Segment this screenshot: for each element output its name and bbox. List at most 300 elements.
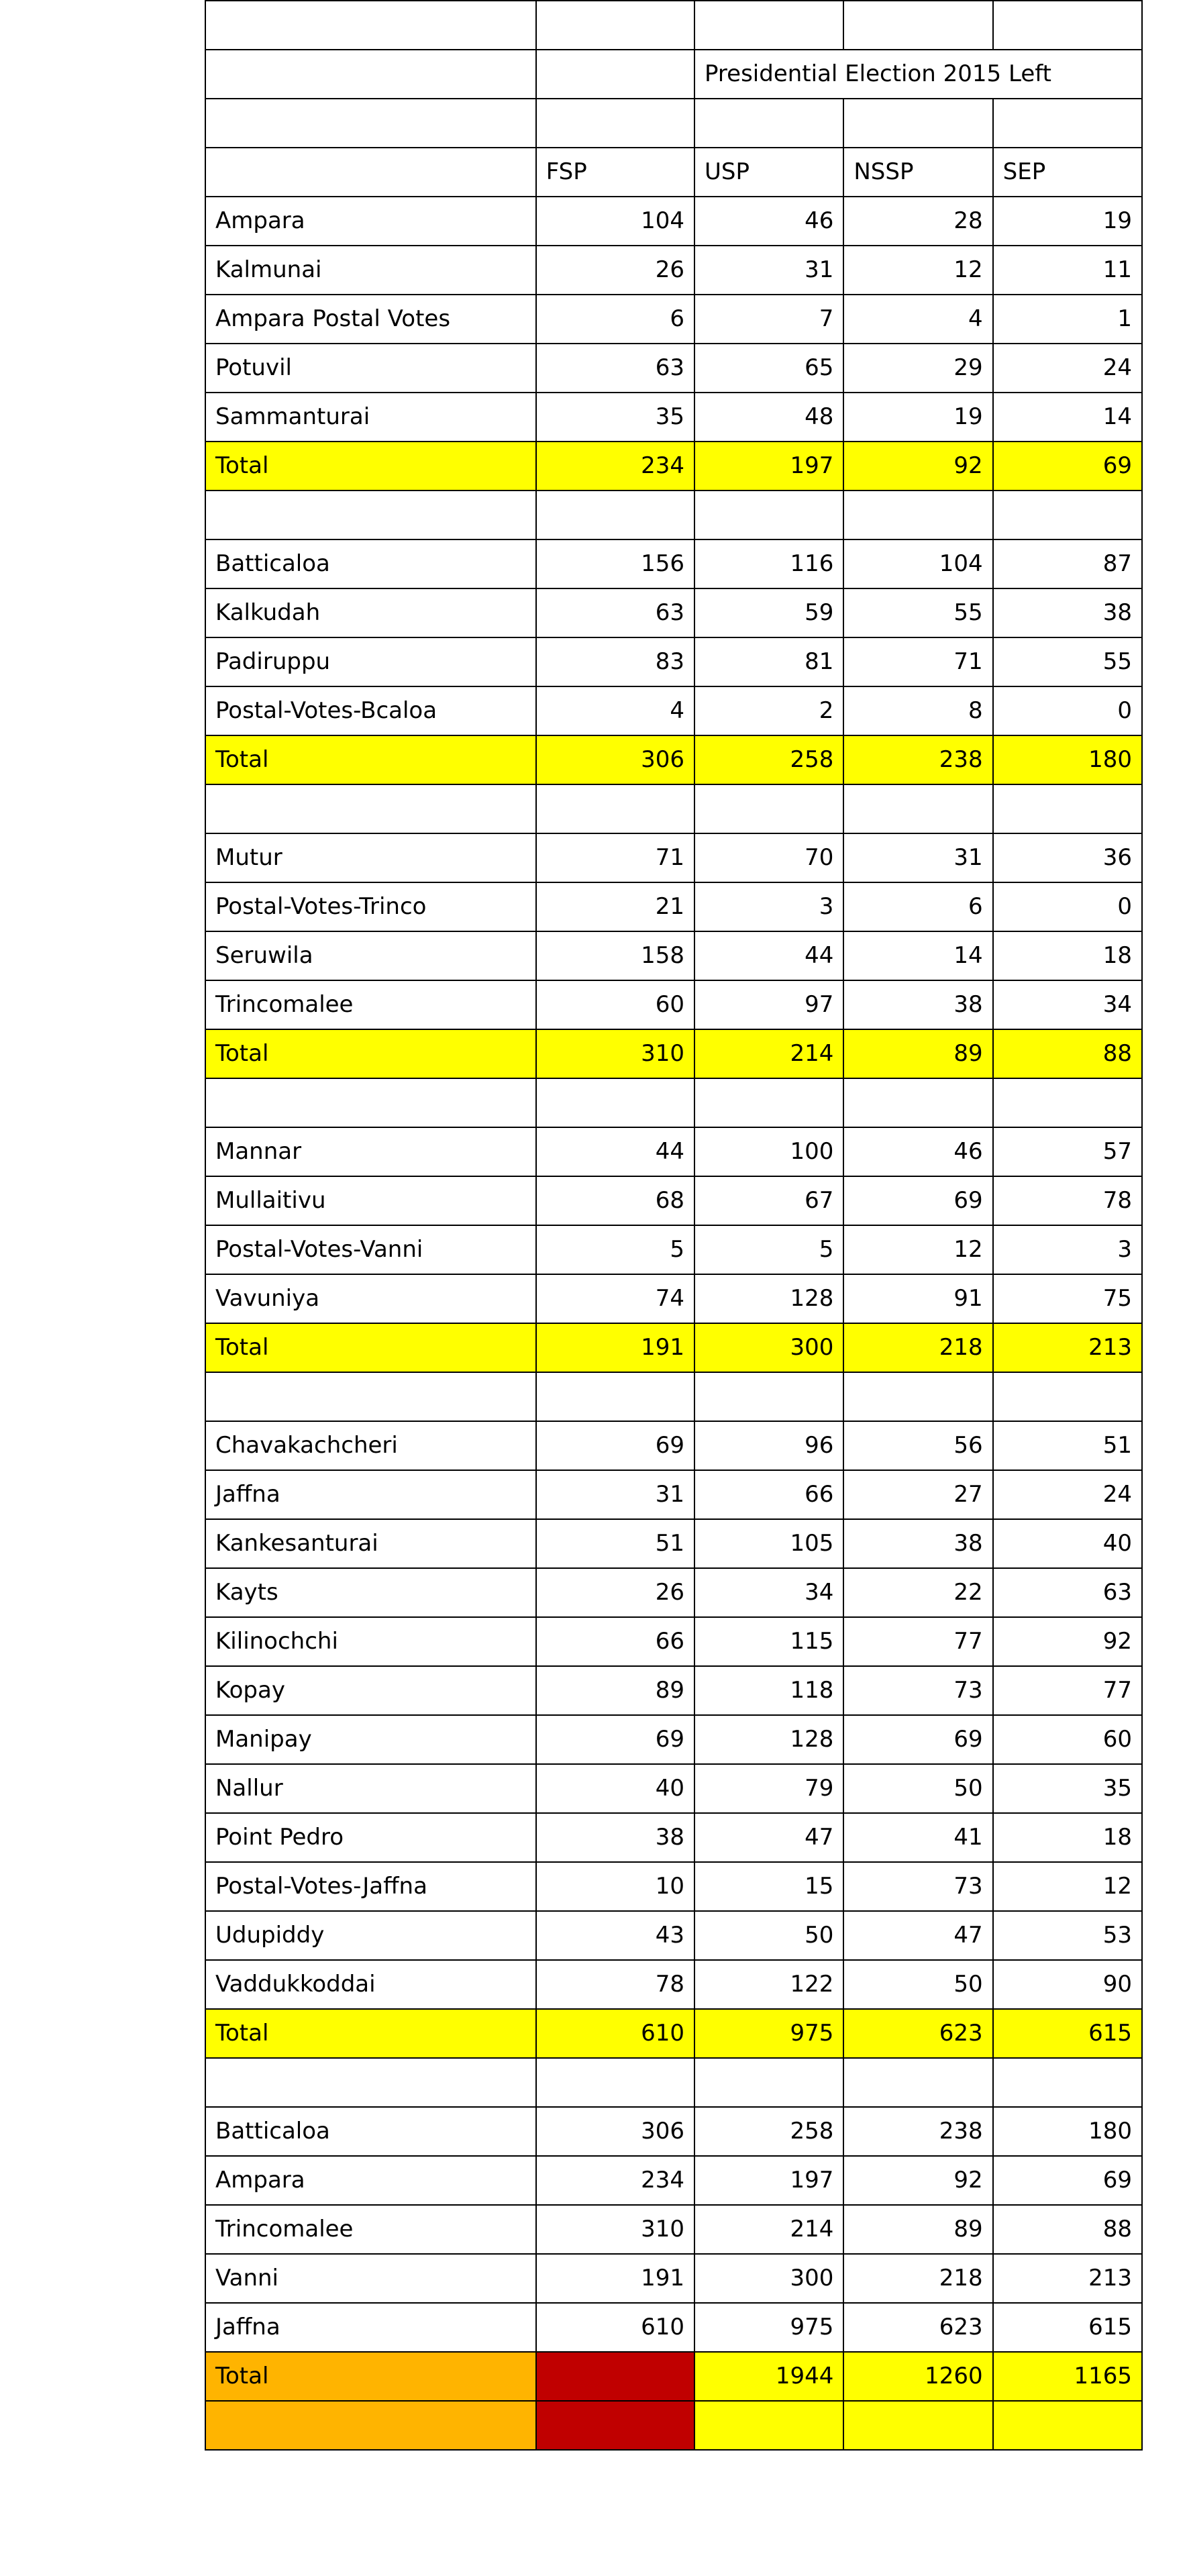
cell-sep: 12 (993, 1862, 1142, 1911)
cell-nssp: 38 (843, 1519, 992, 1568)
blank-cell (694, 784, 843, 833)
fill-cell-label (205, 2401, 536, 2450)
cell-nssp: 12 (843, 246, 992, 295)
total-fsp: 310 (536, 1029, 694, 1078)
total-fsp: 234 (536, 442, 694, 491)
cell-sep: 75 (993, 1274, 1142, 1323)
blank-cell (843, 2058, 992, 2107)
table-row (205, 1813, 1142, 1862)
cell-nssp: 14 (843, 931, 992, 980)
cell-sep: 92 (993, 1617, 1142, 1666)
grand-total-sep: 1165 (993, 2352, 1142, 2401)
cell-usp: 46 (694, 197, 843, 246)
row-label: Trincomalee (205, 2205, 536, 2254)
blank-cell (536, 2058, 694, 2107)
blank-cell (993, 491, 1142, 539)
cell-nssp: 77 (843, 1617, 992, 1666)
table-row (205, 539, 1142, 588)
grand-total-nssp: 1260 (843, 2352, 992, 2401)
cell-usp: 65 (694, 344, 843, 393)
column-header-row (205, 148, 1142, 197)
cell-sep: 11 (993, 246, 1142, 295)
table-row (205, 1470, 1142, 1519)
cell-nssp: 69 (843, 1176, 992, 1225)
row-label: Point Pedro (205, 1813, 536, 1862)
cell-fsp: 35 (536, 393, 694, 442)
row-label: Mannar (205, 1127, 536, 1176)
cell-sep: 51 (993, 1421, 1142, 1470)
cell-usp: 34 (694, 1568, 843, 1617)
fill-cell-nssp (843, 2401, 992, 2450)
cell-fsp: 63 (536, 588, 694, 637)
cell-nssp: 12 (843, 1225, 992, 1274)
cell-usp: 67 (694, 1176, 843, 1225)
column-header-fsp: FSP (536, 148, 694, 197)
row-label: Batticaloa (205, 539, 536, 588)
cell-fsp: 38 (536, 1813, 694, 1862)
cell-usp: 5 (694, 1225, 843, 1274)
cell-sep: 615 (993, 2303, 1142, 2352)
total-sep: 180 (993, 735, 1142, 784)
cell-usp: 47 (694, 1813, 843, 1862)
table-row (205, 931, 1142, 980)
cell-fsp: 5 (536, 1225, 694, 1274)
total-fsp: 191 (536, 1323, 694, 1372)
cell-sep: 34 (993, 980, 1142, 1029)
blank-cell (993, 1078, 1142, 1127)
table-row (205, 1862, 1142, 1911)
total-usp: 300 (694, 1323, 843, 1372)
cell-fsp: 69 (536, 1715, 694, 1764)
cell-sep: 24 (993, 1470, 1142, 1519)
cell-sep: 69 (993, 2156, 1142, 2205)
cell-nssp: 104 (843, 539, 992, 588)
column-header-name (205, 148, 536, 197)
cell-sep: 35 (993, 1764, 1142, 1813)
cell-fsp: 104 (536, 197, 694, 246)
cell-usp: 96 (694, 1421, 843, 1470)
fill-cell-fsp (536, 2401, 694, 2450)
blank-cell (536, 784, 694, 833)
table-row (205, 1421, 1142, 1470)
row-label: Postal-Votes-Vanni (205, 1225, 536, 1274)
table-row (205, 2205, 1142, 2254)
cell-usp: 48 (694, 393, 843, 442)
cell-usp: 128 (694, 1274, 843, 1323)
total-usp: 214 (694, 1029, 843, 1078)
total-label: Total (205, 735, 536, 784)
total-nssp: 218 (843, 1323, 992, 1372)
table-row (205, 2107, 1142, 2156)
cell-fsp: 158 (536, 931, 694, 980)
total-sep: 615 (993, 2009, 1142, 2058)
blank-cell (694, 1078, 843, 1127)
table-row (205, 588, 1142, 637)
cell-fsp: 610 (536, 2303, 694, 2352)
row-label: Kayts (205, 1568, 536, 1617)
table-row (205, 637, 1142, 686)
blank-cell (694, 1, 843, 50)
cell-usp: 97 (694, 980, 843, 1029)
cell-nssp: 89 (843, 2205, 992, 2254)
total-row (205, 1323, 1142, 1372)
blank-cell (993, 1372, 1142, 1421)
cell-usp: 81 (694, 637, 843, 686)
blank-cell (843, 99, 992, 148)
blank-cell (993, 2058, 1142, 2107)
cell-fsp: 71 (536, 833, 694, 882)
table-row (205, 1519, 1142, 1568)
cell-nssp: 91 (843, 1274, 992, 1323)
blank-cell (536, 491, 694, 539)
cell-nssp: 73 (843, 1862, 992, 1911)
table-row (205, 344, 1142, 393)
cell-sep: 14 (993, 393, 1142, 442)
row-label: Udupiddy (205, 1911, 536, 1960)
cell-fsp: 156 (536, 539, 694, 588)
cell-usp: 300 (694, 2254, 843, 2303)
cell-sep: 57 (993, 1127, 1142, 1176)
total-row (205, 442, 1142, 491)
cell-nssp: 22 (843, 1568, 992, 1617)
blank-row (205, 1, 1142, 50)
cell-sep: 55 (993, 637, 1142, 686)
row-label: Sammanturai (205, 393, 536, 442)
row-label: Mullaitivu (205, 1176, 536, 1225)
total-label: Total (205, 442, 536, 491)
total-row (205, 2009, 1142, 2058)
cell-nssp: 19 (843, 393, 992, 442)
cell-sep: 19 (993, 197, 1142, 246)
title-row (205, 50, 1142, 99)
cell-fsp: 69 (536, 1421, 694, 1470)
table-row (205, 246, 1142, 295)
cell-usp: 258 (694, 2107, 843, 2156)
cell-nssp: 41 (843, 1813, 992, 1862)
row-label: Vaddukkoddai (205, 1960, 536, 2009)
blank-cell (843, 784, 992, 833)
cell-fsp: 83 (536, 637, 694, 686)
total-usp: 258 (694, 735, 843, 784)
table-row (205, 295, 1142, 344)
table-row (205, 1617, 1142, 1666)
cell-sep: 213 (993, 2254, 1142, 2303)
cell-usp: 3 (694, 882, 843, 931)
blank-cell (843, 1372, 992, 1421)
cell-usp: 115 (694, 1617, 843, 1666)
cell-usp: 214 (694, 2205, 843, 2254)
cell-fsp: 4 (536, 686, 694, 735)
total-nssp: 623 (843, 2009, 992, 2058)
cell-nssp: 71 (843, 637, 992, 686)
blank-cell (536, 1078, 694, 1127)
cell-fsp: 234 (536, 2156, 694, 2205)
blank-cell (843, 1, 992, 50)
blank-cell (993, 1, 1142, 50)
blank-row (205, 491, 1142, 539)
cell-fsp: 74 (536, 1274, 694, 1323)
row-label: Ampara (205, 197, 536, 246)
column-header-sep: SEP (993, 148, 1142, 197)
row-label: Nallur (205, 1764, 536, 1813)
grand-total-label: Total (205, 2352, 536, 2401)
cell-usp: 118 (694, 1666, 843, 1715)
total-row (205, 735, 1142, 784)
cell-nssp: 38 (843, 980, 992, 1029)
cell-nssp: 56 (843, 1421, 992, 1470)
cell-fsp: 78 (536, 1960, 694, 2009)
blank-cell (205, 1372, 536, 1421)
column-header-nssp: NSSP (843, 148, 992, 197)
cell-fsp: 306 (536, 2107, 694, 2156)
cell-fsp: 63 (536, 344, 694, 393)
cell-nssp: 28 (843, 197, 992, 246)
total-fsp: 610 (536, 2009, 694, 2058)
row-label: Ampara (205, 2156, 536, 2205)
grand-total-fill-row (205, 2401, 1142, 2450)
blank-row (205, 99, 1142, 148)
cell-fsp: 89 (536, 1666, 694, 1715)
table-row (205, 393, 1142, 442)
table-row (205, 1568, 1142, 1617)
row-label: Postal-Votes-Jaffna (205, 1862, 536, 1911)
table-row (205, 2156, 1142, 2205)
total-sep: 69 (993, 442, 1142, 491)
blank-cell (694, 1372, 843, 1421)
blank-cell (536, 50, 694, 99)
blank-cell (205, 99, 536, 148)
cell-nssp: 623 (843, 2303, 992, 2352)
cell-fsp: 191 (536, 2254, 694, 2303)
blank-cell (843, 491, 992, 539)
cell-sep: 1 (993, 295, 1142, 344)
blank-cell (694, 99, 843, 148)
table-row (205, 1666, 1142, 1715)
grand-total-fsp: 1651 (536, 2352, 694, 2401)
cell-usp: 79 (694, 1764, 843, 1813)
cell-usp: 59 (694, 588, 843, 637)
table-row (205, 2254, 1142, 2303)
row-label: Trincomalee (205, 980, 536, 1029)
cell-usp: 197 (694, 2156, 843, 2205)
total-nssp: 238 (843, 735, 992, 784)
row-label: Postal-Votes-Trinco (205, 882, 536, 931)
cell-nssp: 31 (843, 833, 992, 882)
cell-usp: 100 (694, 1127, 843, 1176)
cell-nssp: 73 (843, 1666, 992, 1715)
total-fsp: 306 (536, 735, 694, 784)
cell-nssp: 238 (843, 2107, 992, 2156)
row-label: Kopay (205, 1666, 536, 1715)
blank-cell (205, 1078, 536, 1127)
blank-row (205, 2058, 1142, 2107)
cell-fsp: 68 (536, 1176, 694, 1225)
cell-usp: 66 (694, 1470, 843, 1519)
table-row (205, 1127, 1142, 1176)
cell-sep: 38 (993, 588, 1142, 637)
row-label: Seruwila (205, 931, 536, 980)
cell-fsp: 10 (536, 1862, 694, 1911)
cell-fsp: 26 (536, 246, 694, 295)
election-results-table (205, 0, 1143, 2451)
blank-row (205, 1372, 1142, 1421)
cell-usp: 2 (694, 686, 843, 735)
row-label: Batticaloa (205, 2107, 536, 2156)
blank-cell (694, 2058, 843, 2107)
cell-usp: 975 (694, 2303, 843, 2352)
cell-nssp: 50 (843, 1960, 992, 2009)
total-row (205, 1029, 1142, 1078)
cell-sep: 18 (993, 931, 1142, 980)
blank-cell (205, 491, 536, 539)
cell-sep: 88 (993, 2205, 1142, 2254)
blank-cell (993, 99, 1142, 148)
cell-sep: 78 (993, 1176, 1142, 1225)
document-title: Presidential Election 2015 Left (694, 50, 1142, 99)
cell-nssp: 8 (843, 686, 992, 735)
cell-usp: 50 (694, 1911, 843, 1960)
grand-total-row (205, 2352, 1142, 2401)
row-label: Kalmunai (205, 246, 536, 295)
blank-row (205, 784, 1142, 833)
row-label: Chavakachcheri (205, 1421, 536, 1470)
cell-sep: 63 (993, 1568, 1142, 1617)
total-usp: 197 (694, 442, 843, 491)
cell-usp: 116 (694, 539, 843, 588)
cell-nssp: 6 (843, 882, 992, 931)
total-sep: 213 (993, 1323, 1142, 1372)
cell-nssp: 47 (843, 1911, 992, 1960)
spreadsheet-sheet (205, 0, 1144, 2451)
cell-fsp: 31 (536, 1470, 694, 1519)
cell-sep: 3 (993, 1225, 1142, 1274)
cell-nssp: 218 (843, 2254, 992, 2303)
cell-usp: 70 (694, 833, 843, 882)
fill-cell-usp (694, 2401, 843, 2450)
cell-sep: 87 (993, 539, 1142, 588)
cell-usp: 15 (694, 1862, 843, 1911)
cell-fsp: 21 (536, 882, 694, 931)
cell-sep: 60 (993, 1715, 1142, 1764)
cell-nssp: 69 (843, 1715, 992, 1764)
cell-sep: 24 (993, 344, 1142, 393)
cell-usp: 105 (694, 1519, 843, 1568)
cell-sep: 180 (993, 2107, 1142, 2156)
blank-cell (205, 784, 536, 833)
total-sep: 88 (993, 1029, 1142, 1078)
cell-sep: 0 (993, 882, 1142, 931)
cell-sep: 36 (993, 833, 1142, 882)
cell-fsp: 51 (536, 1519, 694, 1568)
row-label: Padiruppu (205, 637, 536, 686)
total-usp: 975 (694, 2009, 843, 2058)
total-label: Total (205, 1323, 536, 1372)
row-label: Vanni (205, 2254, 536, 2303)
blank-cell (536, 1372, 694, 1421)
row-label: Jaffna (205, 2303, 536, 2352)
cell-nssp: 46 (843, 1127, 992, 1176)
cell-fsp: 26 (536, 1568, 694, 1617)
row-label: Manipay (205, 1715, 536, 1764)
cell-nssp: 27 (843, 1470, 992, 1519)
row-label: Jaffna (205, 1470, 536, 1519)
row-label: Kalkudah (205, 588, 536, 637)
total-label: Total (205, 2009, 536, 2058)
row-label: Kilinochchi (205, 1617, 536, 1666)
grand-total-usp: 1944 (694, 2352, 843, 2401)
row-label: Potuvil (205, 344, 536, 393)
cell-sep: 40 (993, 1519, 1142, 1568)
cell-fsp: 40 (536, 1764, 694, 1813)
table-row (205, 1911, 1142, 1960)
table-row (205, 1225, 1142, 1274)
cell-sep: 90 (993, 1960, 1142, 2009)
blank-cell (843, 1078, 992, 1127)
cell-fsp: 66 (536, 1617, 694, 1666)
blank-cell (205, 50, 536, 99)
cell-usp: 122 (694, 1960, 843, 2009)
cell-nssp: 55 (843, 588, 992, 637)
total-nssp: 89 (843, 1029, 992, 1078)
row-label: Vavuniya (205, 1274, 536, 1323)
row-label: Postal-Votes-Bcaloa (205, 686, 536, 735)
table-row (205, 1176, 1142, 1225)
cell-usp: 128 (694, 1715, 843, 1764)
cell-fsp: 43 (536, 1911, 694, 1960)
cell-usp: 31 (694, 246, 843, 295)
blank-cell (536, 1, 694, 50)
blank-cell (694, 491, 843, 539)
total-label: Total (205, 1029, 536, 1078)
row-label: Ampara Postal Votes (205, 295, 536, 344)
table-row (205, 980, 1142, 1029)
blank-cell (205, 1, 536, 50)
blank-cell (205, 2058, 536, 2107)
blank-row (205, 1078, 1142, 1127)
cell-nssp: 4 (843, 295, 992, 344)
cell-fsp: 44 (536, 1127, 694, 1176)
cell-sep: 53 (993, 1911, 1142, 1960)
cell-sep: 77 (993, 1666, 1142, 1715)
row-label: Kankesanturai (205, 1519, 536, 1568)
row-label: Mutur (205, 833, 536, 882)
cell-fsp: 60 (536, 980, 694, 1029)
table-row (205, 1764, 1142, 1813)
column-header-usp: USP (694, 148, 843, 197)
cell-nssp: 50 (843, 1764, 992, 1813)
cell-usp: 7 (694, 295, 843, 344)
cell-sep: 18 (993, 1813, 1142, 1862)
cell-nssp: 29 (843, 344, 992, 393)
table-row (205, 686, 1142, 735)
table-row (205, 2303, 1142, 2352)
table-row (205, 1715, 1142, 1764)
table-row (205, 1274, 1142, 1323)
blank-cell (993, 784, 1142, 833)
table-row (205, 833, 1142, 882)
cell-usp: 44 (694, 931, 843, 980)
fill-cell-sep (993, 2401, 1142, 2450)
blank-cell (536, 99, 694, 148)
cell-nssp: 92 (843, 2156, 992, 2205)
table-row (205, 882, 1142, 931)
cell-sep: 0 (993, 686, 1142, 735)
total-nssp: 92 (843, 442, 992, 491)
cell-fsp: 6 (536, 295, 694, 344)
table-row (205, 197, 1142, 246)
cell-fsp: 310 (536, 2205, 694, 2254)
table-row (205, 1960, 1142, 2009)
